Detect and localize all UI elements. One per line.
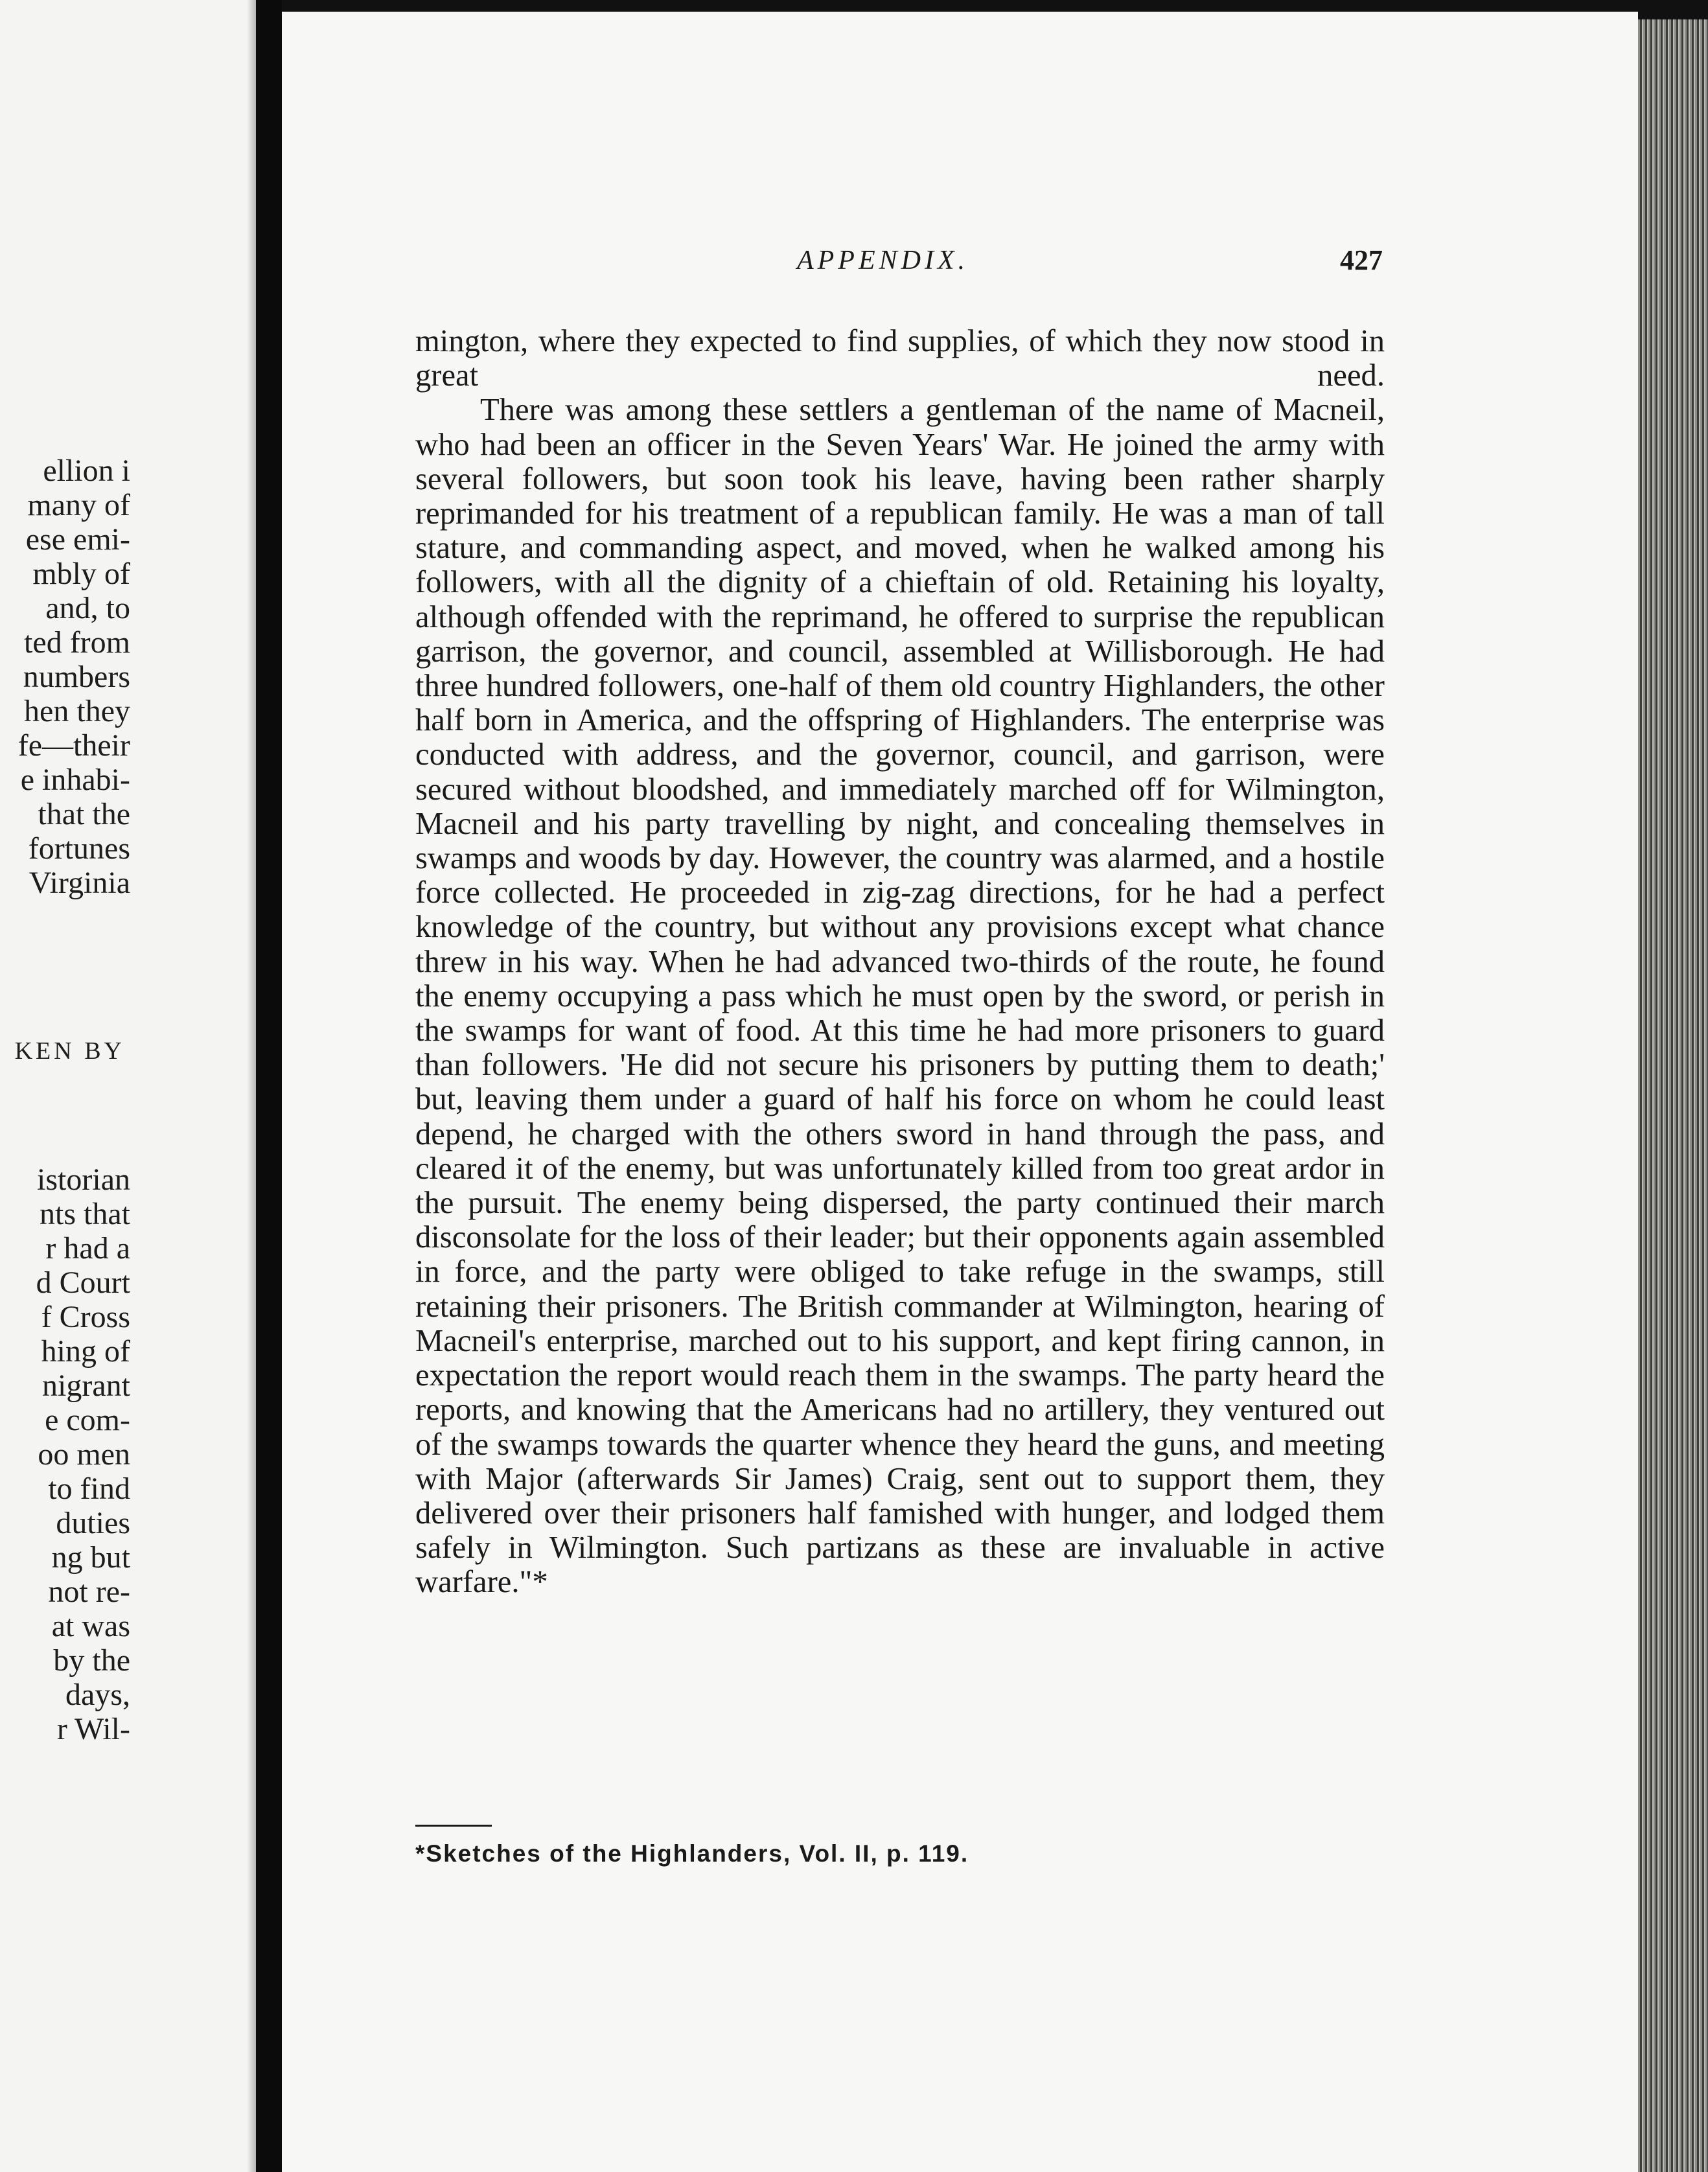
left-page-line: hing of bbox=[41, 1334, 130, 1369]
left-page-line: fe—their bbox=[17, 728, 130, 763]
left-page-line: by the bbox=[53, 1643, 130, 1678]
left-page-line: e com- bbox=[45, 1403, 130, 1437]
left-page-line: days, bbox=[65, 1678, 130, 1712]
running-head: APPENDIX. bbox=[797, 246, 969, 275]
page-number: 427 bbox=[1340, 244, 1383, 276]
left-page-line: r Wil- bbox=[56, 1712, 130, 1746]
left-page-line: ng but bbox=[51, 1540, 130, 1575]
left-page-line: mbly of bbox=[32, 557, 130, 591]
body-text bbox=[415, 324, 1385, 1600]
book-gutter bbox=[256, 0, 282, 2172]
left-page-line: to find bbox=[48, 1472, 130, 1506]
left-page-line: numbers bbox=[23, 660, 130, 694]
page-edges bbox=[1638, 19, 1708, 2172]
left-page-line: that the bbox=[38, 797, 130, 831]
left-page-line: r had a bbox=[45, 1231, 130, 1265]
left-page-line: and, to bbox=[45, 591, 130, 625]
left-page-line: nts that bbox=[40, 1197, 130, 1231]
left-facing-page bbox=[0, 0, 256, 2172]
left-page-heading: KEN BY bbox=[14, 1037, 125, 1065]
left-page-line: many of bbox=[27, 488, 130, 522]
left-page-line: d Court bbox=[36, 1265, 130, 1300]
footnote-rule bbox=[415, 1825, 492, 1827]
left-page-line: duties bbox=[56, 1506, 130, 1540]
footnote: *Sketches of the Highlanders, Vol. II, p. 119. bbox=[415, 1840, 969, 1867]
left-page-line: hen they bbox=[24, 694, 130, 728]
left-page-line: at was bbox=[51, 1609, 130, 1643]
paragraph: mington, where they expected to find supplies, of which they now stood in great need. bbox=[415, 323, 1385, 393]
left-page-line: not re- bbox=[48, 1575, 130, 1609]
left-page-line: ellion i bbox=[43, 454, 130, 488]
left-page-line: ted from bbox=[24, 625, 130, 660]
left-page-line: istorian bbox=[37, 1162, 130, 1197]
left-page-line: ese emi- bbox=[25, 522, 130, 557]
paragraph: There was among these settlers a gentleman of the name of Macneil, who had been an officer in the Seven Years' War. He joined the army with several followers, but soon took his leave, having been rather sharply reprimanded for his treatment of a republican family. He was a man of tall stature, and commanding aspect, and moved, when he walked among his followers, with all the dignity of a chieftain of old. Retaining his loyalty, although offended with the reprimand, he offered to surprise the republican garrison, the governor, and council, assembled at Willisborough. He had three hundred followers, one-half of them old country Highlanders, the other half born in America, and the offspring of Highlanders. The enterprise was conducted with address, and the governor, council, and garrison, were secured without bloodshed, and immediately marched off for Wilmington, Macneil and his party travelling by night, and concealing themselves in swamps and woods by day. However, the country was alarmed, and a hostile force collected. He proceeded in zig-zag directions, for he had a perfect knowledge of the country, but without any provisions except what chance threw in his way. When he had advanced two-thirds of the route, he found the enemy occupying a pass which he must open by the sword, or perish in the swamps for want of food. At this time he had more prisoners to guard than followers. 'He did not secure his prisoners by putting them to death;' but, leaving them under a guard of half his force on whom he could least depend, he charged with the others sword in hand through the pass, and cleared it of the enemy, but was unfortunately killed from too great ardor in the pursuit. The enemy being dispersed, the party continued their march disconsolate for the loss of their leader; but their opponents again assembled in force, and the party were obliged to take refuge in the swamps, still retaining their prisoners. The British commander at Wilmington, hearing of Macneil's enterprise, marched out to his support, and kept firing cannon, in expectation the report would reach them in the swamps. The party heard the reports, and knowing that the Americans had no artillery, they ventured out of the swamps towards the quarter whence they heard the guns, and meeting with Major (afterwards Sir James) Craig, sent out to support them, they delivered over their prisoners half famished with hunger, and lodged them safely in Wilmington. Such partizans as these are invaluable in active warfare."* bbox=[415, 392, 1385, 1600]
left-page-line: fortunes bbox=[28, 831, 130, 866]
left-page-line: f Cross bbox=[41, 1300, 130, 1334]
left-page-line: nigrant bbox=[42, 1369, 130, 1403]
left-page-line: e inhabi- bbox=[20, 763, 130, 797]
left-page-line: Virginia bbox=[29, 866, 130, 900]
left-page-line: oo men bbox=[38, 1437, 130, 1472]
